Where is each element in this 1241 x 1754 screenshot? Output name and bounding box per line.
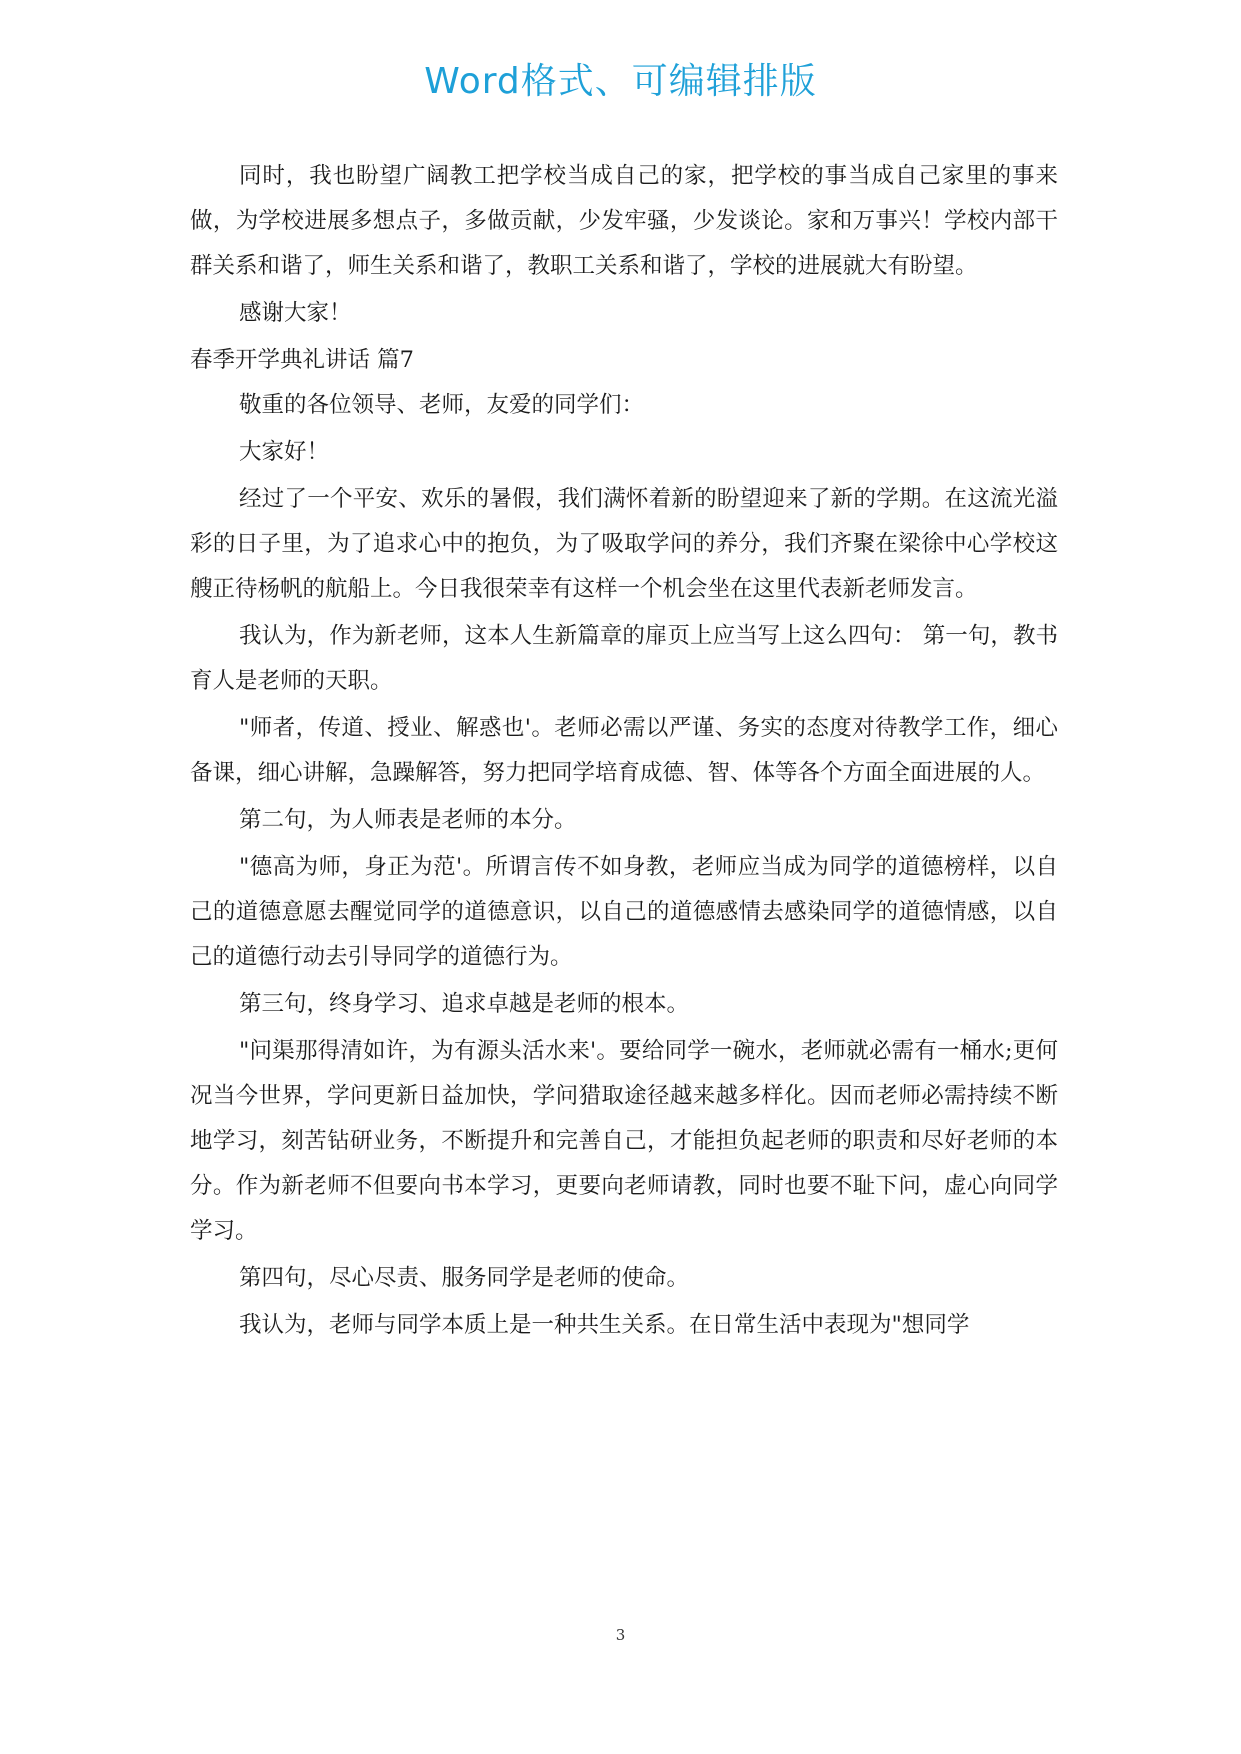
paragraph: "师者，传道、授业、解惑也'。老师必需以严谨、务实的态度对待教学工作，细心备课，细心讲解，急躁解答，努力把同学培育成德、智、体等各个方面全面进展的人。 — [190, 715, 1058, 786]
paragraph: 感谢大家！ — [239, 300, 352, 326]
paragraph: 敬重的各位领导、老师，友爱的同学们： — [239, 392, 645, 418]
paragraph: 同时，我也盼望广阔教工把学校当成自己的家，把学校的事当成自己家里的事来做，为学校进展多想点子，多做贡献，少发牢骚，少发谈论。家和万事兴！学校内部干群关系和谐了，师生关系和谐了，教职工关系和谐了，学校的进展就大有盼望。 — [190, 163, 1058, 279]
paragraph: "问渠那得清如许，为有源头活水来'。要给同学一碗水，老师就必需有一桶水;更何况当今世界，学问更新日益加快，学问猎取途径越来越多样化。因而老师必需持续不断地学习，刻苦钻研业务，不断提升和完善自己，才能担负起老师的职责和尽好老师的本分。作为新老师不但要向书本学习，更要向老师请教，同时也要不耻下问，虚心向同学学习。 — [190, 1038, 1058, 1244]
paragraph: 第四句，尽心尽责、服务同学是老师的使命。 — [239, 1265, 690, 1291]
paragraph: 我认为，老师与同学本质上是一种共生关系。在日常生活中表现为"想同学 — [239, 1312, 970, 1338]
section-heading: 春季开学典礼讲话 篇7 — [190, 347, 414, 373]
paragraph: 大家好！ — [239, 439, 330, 465]
page-number: 3 — [615, 1626, 626, 1644]
paragraph: "德高为师，身正为范'。所谓言传不如身教，老师应当成为同学的道德榜样，以自己的道德意愿去醒觉同学的道德意识，以自己的道德感情去感染同学的道德情感，以自己的道德行动去引导同学的道德行为。 — [190, 854, 1058, 970]
paragraph: 我认为，作为新老师，这本人生新篇章的扉页上应当写上这么四句： 第一句，教书育人是老师的天职。 — [190, 623, 1058, 694]
paragraph: 经过了一个平安、欢乐的暑假，我们满怀着新的盼望迎来了新的学期。在这流光溢彩的日子里，为了追求心中的抱负，为了吸取学问的养分，我们齐聚在梁徐中心学校这艘正待杨帆的航船上。今日我很荣幸有这样一个机会坐在这里代表新老师发言。 — [190, 486, 1058, 602]
page-header-title: Word格式、可编辑排版 — [424, 61, 817, 102]
paragraph: 第三句，终身学习、追求卓越是老师的根本。 — [239, 991, 690, 1017]
paragraph: 第二句，为人师表是老师的本分。 — [239, 807, 577, 833]
document-body — [190, 154, 1058, 1350]
